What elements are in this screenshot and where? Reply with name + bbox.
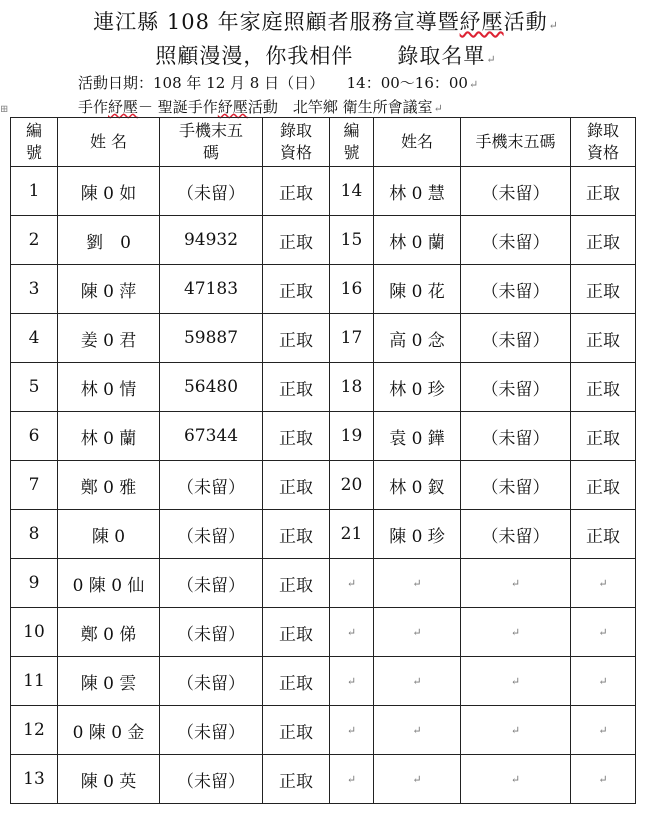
row-number-2: 16 <box>330 265 374 314</box>
row-number-2: 18 <box>330 363 374 412</box>
header-phone-2: 手機末五碼 <box>461 118 571 167</box>
row-phone: 94932 <box>160 216 263 265</box>
row-status-2: ↵ <box>571 706 636 755</box>
row-phone: 56480 <box>160 363 263 412</box>
row-status: 正取 <box>263 363 330 412</box>
activity-date: 活動日期：108 年 12 月 8 日（日） 14：00～16：00↵ <box>78 74 479 92</box>
row-name-2: ↵ <box>374 559 461 608</box>
row-number-2: 14 <box>330 167 374 216</box>
header-number-2: 編號 <box>330 118 374 167</box>
row-name-2: ↵ <box>374 657 461 706</box>
row-phone: 47183 <box>160 265 263 314</box>
row-status-2: ↵ <box>571 657 636 706</box>
row-phone: （未留） <box>160 510 263 559</box>
header-name-2: 姓名 <box>374 118 461 167</box>
row-name: 鄭 0 雅 <box>58 461 160 510</box>
row-status: 正取 <box>263 657 330 706</box>
row-phone-2: ↵ <box>461 755 571 804</box>
table-row <box>11 216 636 265</box>
row-status-2: 正取 <box>571 216 636 265</box>
row-name-2: 高 0 念 <box>374 314 461 363</box>
row-name-2: 林 0 珍 <box>374 363 461 412</box>
row-name-2: 袁 0 鏵 <box>374 412 461 461</box>
table-row <box>11 363 636 412</box>
row-phone-2: （未留） <box>461 510 571 559</box>
table-row <box>11 755 636 804</box>
row-phone-2: （未留） <box>461 412 571 461</box>
row-number: 1 <box>11 167 58 216</box>
row-name: 陳 0 如 <box>58 167 160 216</box>
header-number: 編號 <box>11 118 58 167</box>
row-number-2: 20 <box>330 461 374 510</box>
table-row <box>11 706 636 755</box>
row-phone-2: （未留） <box>461 363 571 412</box>
document-title: 連江縣 108 年家庭照顧者服務宣導暨紓壓活動↵ <box>93 10 559 34</box>
row-name-2: 陳 0 珍 <box>374 510 461 559</box>
row-phone: 67344 <box>160 412 263 461</box>
row-number: 12 <box>11 706 58 755</box>
row-name: 陳 0 雲 <box>58 657 160 706</box>
row-number-2: ↵ <box>330 657 374 706</box>
row-phone: （未留） <box>160 657 263 706</box>
table-row <box>11 265 636 314</box>
row-phone: （未留） <box>160 608 263 657</box>
row-number-2: 15 <box>330 216 374 265</box>
row-name: 陳 0 萍 <box>58 265 160 314</box>
table-row <box>11 657 636 706</box>
row-number: 7 <box>11 461 58 510</box>
row-status-2: 正取 <box>571 167 636 216</box>
row-name: 鄭 0 俤 <box>58 608 160 657</box>
table-row <box>11 510 636 559</box>
row-phone: （未留） <box>160 706 263 755</box>
row-number: 8 <box>11 510 58 559</box>
row-status-2: ↵ <box>571 608 636 657</box>
row-phone-2: ↵ <box>461 608 571 657</box>
row-name-2: 林 0 釵 <box>374 461 461 510</box>
row-name: 0 陳 0 金 <box>58 706 160 755</box>
row-name-2: ↵ <box>374 755 461 804</box>
row-status: 正取 <box>263 216 330 265</box>
row-number: 13 <box>11 755 58 804</box>
table-header-row <box>11 118 636 167</box>
row-name-2: 陳 0 花 <box>374 265 461 314</box>
row-status: 正取 <box>263 314 330 363</box>
row-status: 正取 <box>263 510 330 559</box>
row-number: 2 <box>11 216 58 265</box>
activity-name-location: 手作紓壓－ 聖誕手作紓壓活動 北竿鄉 衛生所會議室↵ <box>78 98 443 116</box>
row-phone-2: （未留） <box>461 461 571 510</box>
admission-list-table <box>10 117 636 804</box>
row-phone: （未留） <box>160 755 263 804</box>
header-name: 姓 名 <box>58 118 160 167</box>
row-number: 11 <box>11 657 58 706</box>
row-number-2: 21 <box>330 510 374 559</box>
row-status-2: ↵ <box>571 559 636 608</box>
row-name: 姜 0 君 <box>58 314 160 363</box>
table-row <box>11 461 636 510</box>
row-number: 9 <box>11 559 58 608</box>
row-phone: （未留） <box>160 461 263 510</box>
row-phone-2: （未留） <box>461 265 571 314</box>
row-status-2: 正取 <box>571 510 636 559</box>
row-status: 正取 <box>263 755 330 804</box>
header-status-2: 錄取資格 <box>571 118 636 167</box>
row-status: 正取 <box>263 167 330 216</box>
row-name-2: 林 0 慧 <box>374 167 461 216</box>
row-status-2: 正取 <box>571 461 636 510</box>
document-subtitle: 照顧漫漫，你我相伴 錄取名單↵ <box>155 44 497 68</box>
table-row <box>11 608 636 657</box>
row-name: 0 陳 0 仙 <box>58 559 160 608</box>
row-phone-2: （未留） <box>461 167 571 216</box>
row-status: 正取 <box>263 706 330 755</box>
row-name: 陳 0 <box>58 510 160 559</box>
table-move-handle[interactable]: ⊞ <box>0 104 9 115</box>
row-number: 5 <box>11 363 58 412</box>
row-number-2: 19 <box>330 412 374 461</box>
row-name-2: ↵ <box>374 706 461 755</box>
row-status: 正取 <box>263 559 330 608</box>
row-name-2: 林 0 蘭 <box>374 216 461 265</box>
table-row <box>11 167 636 216</box>
row-status-2: ↵ <box>571 755 636 804</box>
row-phone-2: ↵ <box>461 706 571 755</box>
row-status: 正取 <box>263 461 330 510</box>
row-phone-2: ↵ <box>461 559 571 608</box>
row-name: 劉 0 <box>58 216 160 265</box>
row-number: 4 <box>11 314 58 363</box>
row-status-2: 正取 <box>571 412 636 461</box>
row-name: 林 0 蘭 <box>58 412 160 461</box>
row-status-2: 正取 <box>571 363 636 412</box>
header-status: 錄取資格 <box>263 118 330 167</box>
row-status: 正取 <box>263 412 330 461</box>
row-number: 6 <box>11 412 58 461</box>
row-number: 3 <box>11 265 58 314</box>
row-status-2: 正取 <box>571 265 636 314</box>
row-phone: （未留） <box>160 559 263 608</box>
row-number-2: ↵ <box>330 608 374 657</box>
row-status-2: 正取 <box>571 314 636 363</box>
table-row <box>11 559 636 608</box>
table-row <box>11 314 636 363</box>
row-number-2: 17 <box>330 314 374 363</box>
row-phone-2: （未留） <box>461 314 571 363</box>
row-number-2: ↵ <box>330 559 374 608</box>
row-phone-2: （未留） <box>461 216 571 265</box>
header-phone: 手機末五碼 <box>160 118 263 167</box>
row-number-2: ↵ <box>330 755 374 804</box>
row-name: 陳 0 英 <box>58 755 160 804</box>
row-number: 10 <box>11 608 58 657</box>
row-name: 林 0 情 <box>58 363 160 412</box>
row-phone: 59887 <box>160 314 263 363</box>
row-status: 正取 <box>263 265 330 314</box>
row-status: 正取 <box>263 608 330 657</box>
row-name-2: ↵ <box>374 608 461 657</box>
row-phone-2: ↵ <box>461 657 571 706</box>
row-phone: （未留） <box>160 167 263 216</box>
row-number-2: ↵ <box>330 706 374 755</box>
table-row <box>11 412 636 461</box>
